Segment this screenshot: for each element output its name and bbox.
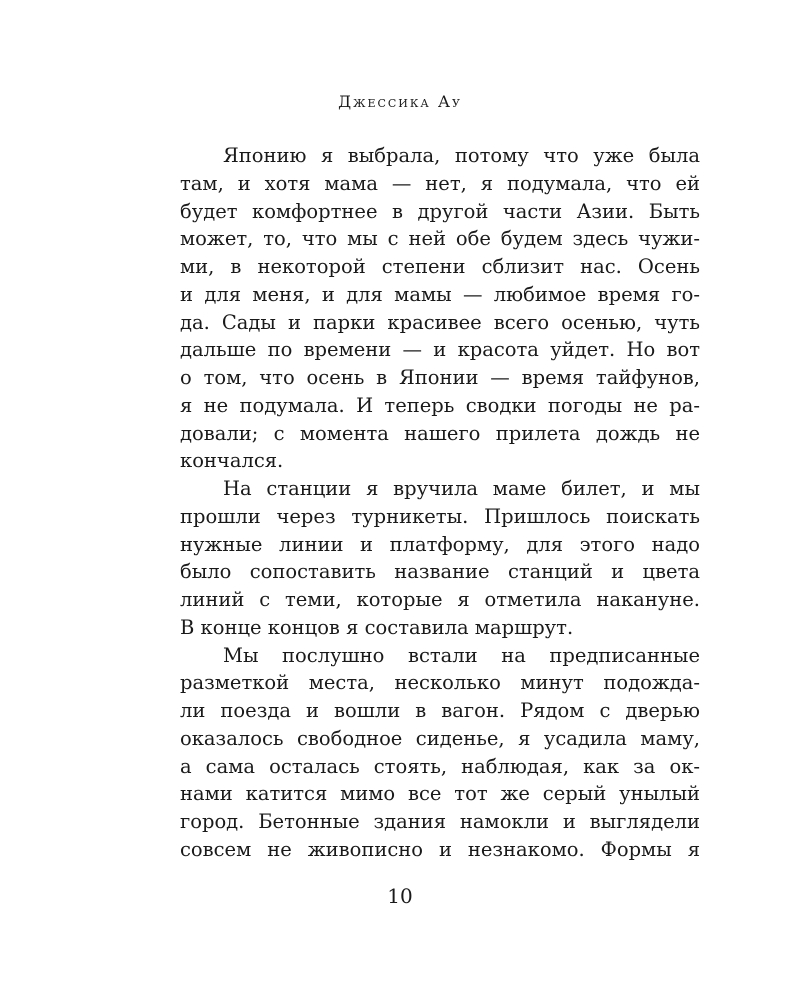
- page-number: 10: [387, 884, 413, 908]
- text-line: да. Сады и парки красивее всего осенью, чуть: [180, 310, 700, 334]
- text-line: разметкой места, несколько минут подожда-: [180, 671, 700, 695]
- text-line: там, и хотя мама — нет, я подумала, что ей: [180, 171, 700, 195]
- text-line: В конце концов я составила маршрут.: [180, 615, 574, 639]
- text-line: а сама осталась стоять, наблюдая, как за ок-: [180, 754, 700, 778]
- text-line: Японию я выбрала, потому что уже была: [223, 144, 700, 167]
- text-line: прошли через турникеты. Пришлось поискать: [180, 504, 700, 528]
- text-line: нужные линии и платформу, для этого надо: [180, 532, 700, 556]
- text-line: я не подумала. И теперь сводки погоды не ра-: [180, 393, 700, 417]
- text-line: может, то, что мы с ней обе будем здесь чужи-: [180, 227, 700, 251]
- paragraph: [180, 142, 700, 475]
- paragraph: [180, 642, 700, 864]
- text-line: было сопоставить название станций и цвета: [180, 560, 700, 584]
- paragraph: [180, 475, 700, 642]
- text-line: Мы послушно встали на предписанные: [223, 643, 700, 667]
- body-text: [180, 142, 700, 864]
- text-line: и для меня, и для мамы — любимое время го-: [180, 282, 700, 306]
- text-line: довали; с момента нашего прилета дождь не: [180, 421, 700, 445]
- text-line: совсем не живописно и незнакомо. Формы я: [180, 837, 700, 861]
- text-line: о том, что осень в Японии — время тайфунов,: [180, 366, 700, 389]
- running-head: Джессика Ау: [338, 92, 462, 111]
- text-line: оказалось свободное сиденье, я усадила маму,: [180, 726, 700, 750]
- text-line: дальше по времени — и красота уйдет. Но вот: [180, 338, 700, 362]
- text-line: город. Бетонные здания намокли и выглядели: [180, 810, 700, 833]
- text-line: нами катится мимо все тот же серый унылый: [180, 782, 700, 806]
- text-line: На станции я вручила маме билет, и мы: [223, 477, 700, 500]
- text-line: линий с теми, которые я отметила накануне.: [180, 588, 700, 611]
- text-line: кончался.: [180, 449, 284, 473]
- text-line: будет комфортнее в другой части Азии. Быть: [180, 199, 700, 223]
- text-line: ми, в некоторой степени сблизит нас. Осень: [180, 255, 700, 278]
- text-line: ли поезда и вошли в вагон. Рядом с дверью: [180, 699, 700, 722]
